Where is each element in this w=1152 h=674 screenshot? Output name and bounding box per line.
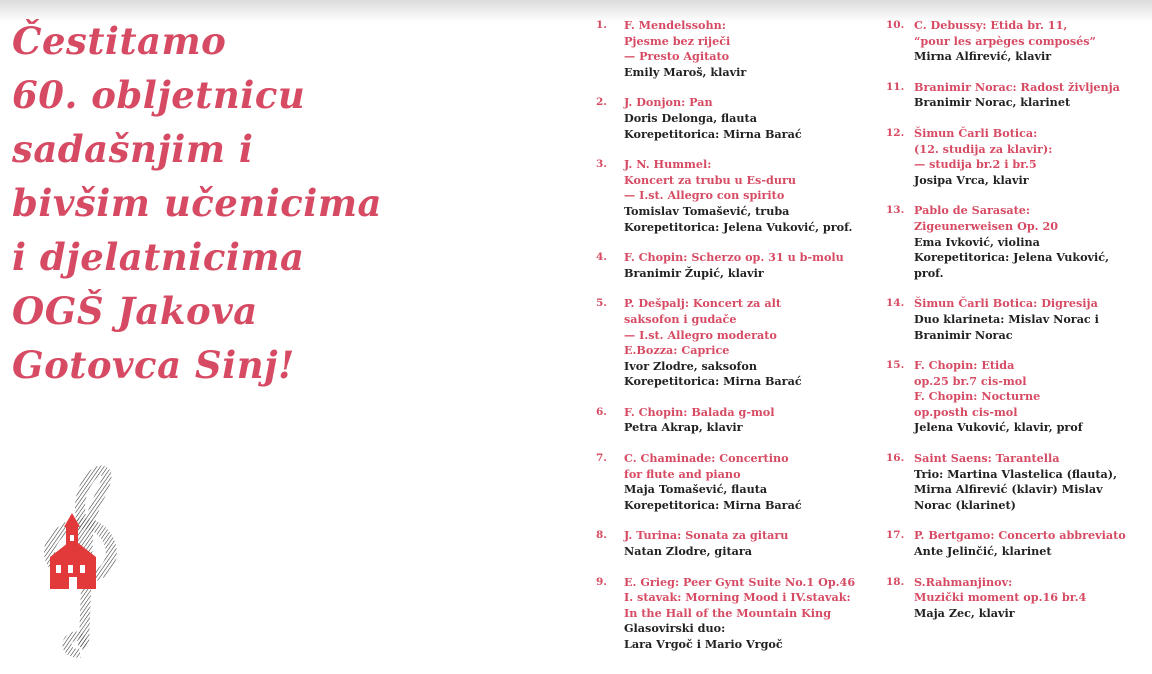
piece-title: C. Debussy: Etida br. 11, [914, 18, 1068, 32]
headline-line: i djelatnicima [12, 235, 305, 279]
item-number: 2. [596, 96, 607, 109]
piece-title: F. Chopin: Balada g-mol [624, 404, 775, 419]
piece-title: J. Turina: Sonata za gitaru [624, 528, 789, 543]
performer: prof. [914, 265, 944, 280]
piece-title: Branimir Norac: Radost življenja [914, 79, 1120, 94]
item-number: 14. [886, 297, 905, 310]
headline-line: 60. obljetnicu [12, 73, 306, 117]
item-number: 1. [596, 19, 607, 31]
performer: Doris Delonga, flauta [624, 110, 757, 125]
program-item [886, 203, 1148, 281]
piece-title: Saint Saens: Tarantella [914, 451, 1060, 466]
piece-title: P. Dešpalj: Koncert za alt [624, 296, 781, 311]
piece-title: F. Chopin: Nocturne [914, 389, 1041, 404]
performer: Duo klarineta: Mislav Norac i [914, 311, 1099, 326]
item-number: 11. [886, 80, 905, 93]
piece-title: for flute and piano [624, 466, 741, 481]
program-item [596, 575, 874, 653]
item-number: 10. [886, 19, 905, 31]
piece-title: F. Chopin: Etida [914, 358, 1015, 373]
performer: Korepetitorica: Jelena Vuković, [914, 250, 1109, 265]
headline [12, 14, 412, 392]
performer: Korepetitorica: Mirna Barać [624, 497, 802, 512]
headline-line: Čestitamo [12, 19, 227, 63]
piece-title: Koncert za trubu u Es-duru [624, 172, 796, 187]
performer: Josipa Vrca, klavir [914, 172, 1029, 187]
performer: Branimir Norac [914, 327, 1013, 342]
item-number: 18. [886, 575, 905, 588]
program-item [886, 18, 1148, 65]
program-item [596, 296, 874, 390]
performer: Glasovirski duo: [624, 621, 726, 636]
performer: Korepetitorica: Mirna Barać [624, 374, 802, 389]
piece-title: — I.st. Allegro con spirito [624, 188, 785, 203]
performer: Mirna Alfirević (klavir) Mislav [914, 482, 1103, 497]
performer: Korepetitorica: Mirna Barać [624, 126, 802, 141]
performer: Branimir Norac, klarinet [914, 95, 1071, 110]
program-item [886, 528, 1148, 559]
item-number: 5. [596, 297, 607, 310]
program-item [596, 157, 874, 235]
performer: Branimir Župić, klavir [624, 265, 764, 280]
item-number: 4. [596, 251, 607, 264]
item-number: 8. [596, 529, 607, 542]
performer: Ivor Zlodre, saksofon [624, 358, 757, 373]
piece-title: — Presto Agitato [624, 49, 730, 64]
item-number: 15. [886, 359, 905, 372]
performer: Lara Vrgoč i Mario Vrgoč [624, 637, 783, 651]
piece-title: E. Grieg: Peer Gynt Suite No.1 Op.46 [624, 574, 856, 589]
program-item [596, 95, 874, 142]
performer: Mirna Alfirević, klavir [914, 49, 1052, 64]
item-number: 16. [886, 452, 905, 465]
performer: Jelena Vuković, klavir, prof [914, 420, 1083, 435]
performer: Norac (klarinet) [914, 497, 1016, 512]
piece-title: Šimun Čarli Botica: [914, 125, 1038, 140]
program-item [886, 358, 1148, 436]
item-number: 6. [596, 405, 607, 418]
program-item [886, 80, 1148, 111]
program-item [886, 451, 1148, 513]
performer: Tomislav Tomašević, truba [624, 203, 790, 218]
item-number: 7. [596, 452, 607, 465]
item-number: 12. [886, 126, 905, 139]
piece-title: C. Chaminade: Concertino [624, 451, 789, 466]
performer: Petra Akrap, klavir [624, 420, 743, 435]
program-item [596, 18, 874, 80]
piece-title: Muzički moment op.16 br.4 [914, 590, 1087, 605]
program-item [886, 126, 1148, 188]
piece-title: — studija br.2 i br.5 [914, 157, 1037, 172]
program-column-left [596, 18, 874, 668]
piece-title: Pjesme bez riječi [624, 33, 731, 48]
headline-line: Gotovca Sinj! [12, 343, 295, 387]
piece-title: F. Mendelssohn: [624, 18, 726, 32]
piece-title: Pablo de Sarasate: [914, 203, 1031, 218]
headline-line: sadašnjim i [12, 127, 254, 171]
piece-title: op.25 br.7 cis-mol [914, 373, 1027, 388]
piece-title: S.Rahmanjinov: [914, 574, 1013, 589]
piece-title: Šimun Čarli Botica: Digresija [914, 296, 1098, 311]
item-number: 13. [886, 204, 905, 217]
treble-clef-with-building-icon [28, 465, 130, 660]
piece-title: “pour les arpèges composés” [914, 33, 1096, 48]
piece-title: J. N. Hummel: [624, 157, 712, 172]
program-item [596, 528, 874, 559]
item-number: 17. [886, 529, 905, 542]
program-item [596, 405, 874, 436]
program-column-right [886, 18, 1148, 636]
performer: Emily Maroš, klavir [624, 64, 747, 79]
piece-title: F. Chopin: Scherzo op. 31 u b-molu [624, 250, 844, 265]
performer: Trio: Martina Vlastelica (flauta), [914, 466, 1117, 481]
piece-title: Zigeunerweisen Op. 20 [914, 218, 1059, 233]
item-number: 9. [596, 575, 607, 588]
headline-line: OGŠ Jakova [12, 289, 258, 333]
item-number: 3. [596, 158, 607, 171]
program-item [596, 451, 874, 513]
performer: Korepetitorica: Jelena Vuković, prof. [624, 219, 853, 234]
piece-title: In the Hall of the Mountain King [624, 605, 832, 620]
program-item [596, 250, 874, 281]
piece-title: P. Bertgamo: Concerto abbreviato [914, 528, 1126, 543]
piece-title: op.posth cis-mol [914, 404, 1018, 419]
performer: Maja Zec, klavir [914, 605, 1015, 620]
piece-title: (12. studija za klavir): [914, 141, 1053, 156]
performer: Natan Zlodre, gitara [624, 544, 753, 559]
program-item [886, 296, 1148, 343]
performer: Ema Ivković, violina [914, 234, 1040, 249]
performer: Ante Jelinčić, klarinet [914, 544, 1052, 559]
performer: Maja Tomašević, flauta [624, 482, 768, 497]
piece-title: J. Donjon: Pan [624, 95, 713, 110]
piece-title: saksofon i gudače [624, 311, 737, 326]
piece-title: E.Bozza: Caprice [624, 343, 730, 358]
piece-title: — I.st. Allegro moderato [624, 327, 777, 342]
piece-title: I. stavak: Morning Mood i IV.stavak: [624, 590, 851, 605]
program-item [886, 575, 1148, 622]
headline-line: bivšim učenicima [12, 181, 382, 225]
